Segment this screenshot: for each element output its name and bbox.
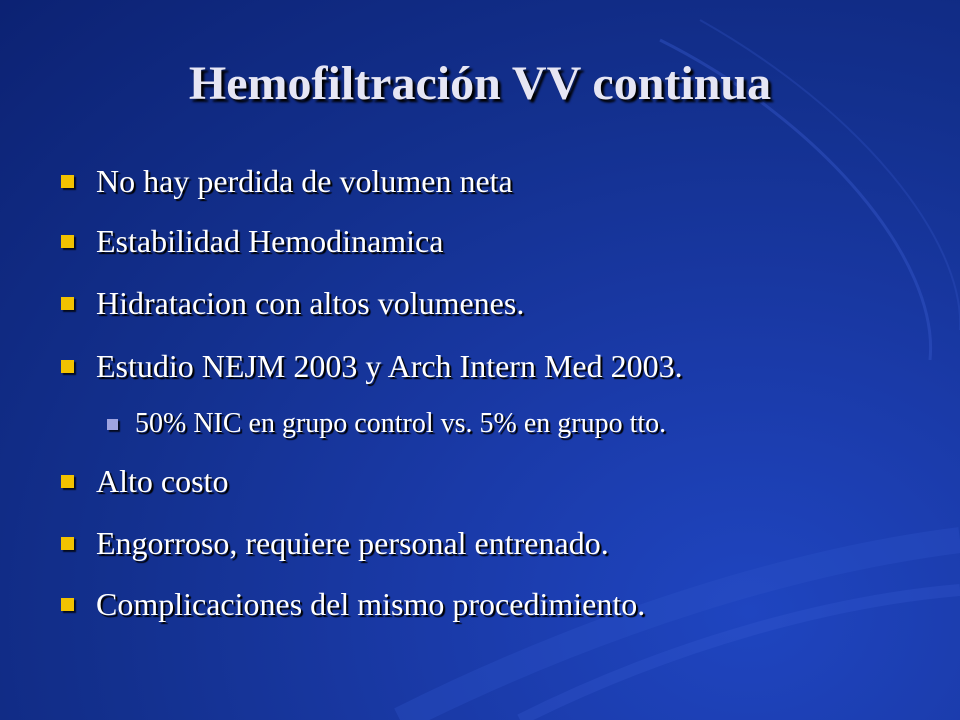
sub-bullet-square-icon xyxy=(107,419,118,430)
bullet-item xyxy=(96,465,228,497)
bullet-text: Hidratacion con altos volumenes. xyxy=(96,285,525,321)
bullet-text: Estudio NEJM 2003 y Arch Intern Med 2003. xyxy=(96,348,683,384)
bullet-square-icon xyxy=(61,297,74,310)
bullet-square-icon xyxy=(61,598,74,611)
bullet-square-icon xyxy=(61,235,74,248)
bullet-item xyxy=(96,225,443,257)
bullet-item xyxy=(96,165,513,197)
bullet-item xyxy=(96,350,683,382)
bullet-item xyxy=(96,527,609,559)
bullet-square-icon xyxy=(61,475,74,488)
bullet-square-icon xyxy=(61,360,74,373)
bullet-item xyxy=(96,287,524,319)
bullet-text: Estabilidad Hemodinamica xyxy=(96,223,444,259)
bullet-square-icon xyxy=(61,537,74,550)
bullet-text: Engorroso, requiere personal entrenado. xyxy=(96,525,609,561)
bullet-square-icon xyxy=(61,175,74,188)
sub-bullet-item xyxy=(135,410,666,438)
bullet-text: Alto costo xyxy=(96,463,229,499)
bullet-text: No hay perdida de volumen neta xyxy=(96,163,513,199)
bullet-item xyxy=(96,588,645,620)
sub-bullet-text: 50% NIC en grupo control vs. 5% en grupo tto. xyxy=(135,408,667,439)
bullet-text: Complicaciones del mismo procedimiento. xyxy=(96,586,646,622)
slide-title: Hemofiltración VV continua xyxy=(188,57,772,110)
